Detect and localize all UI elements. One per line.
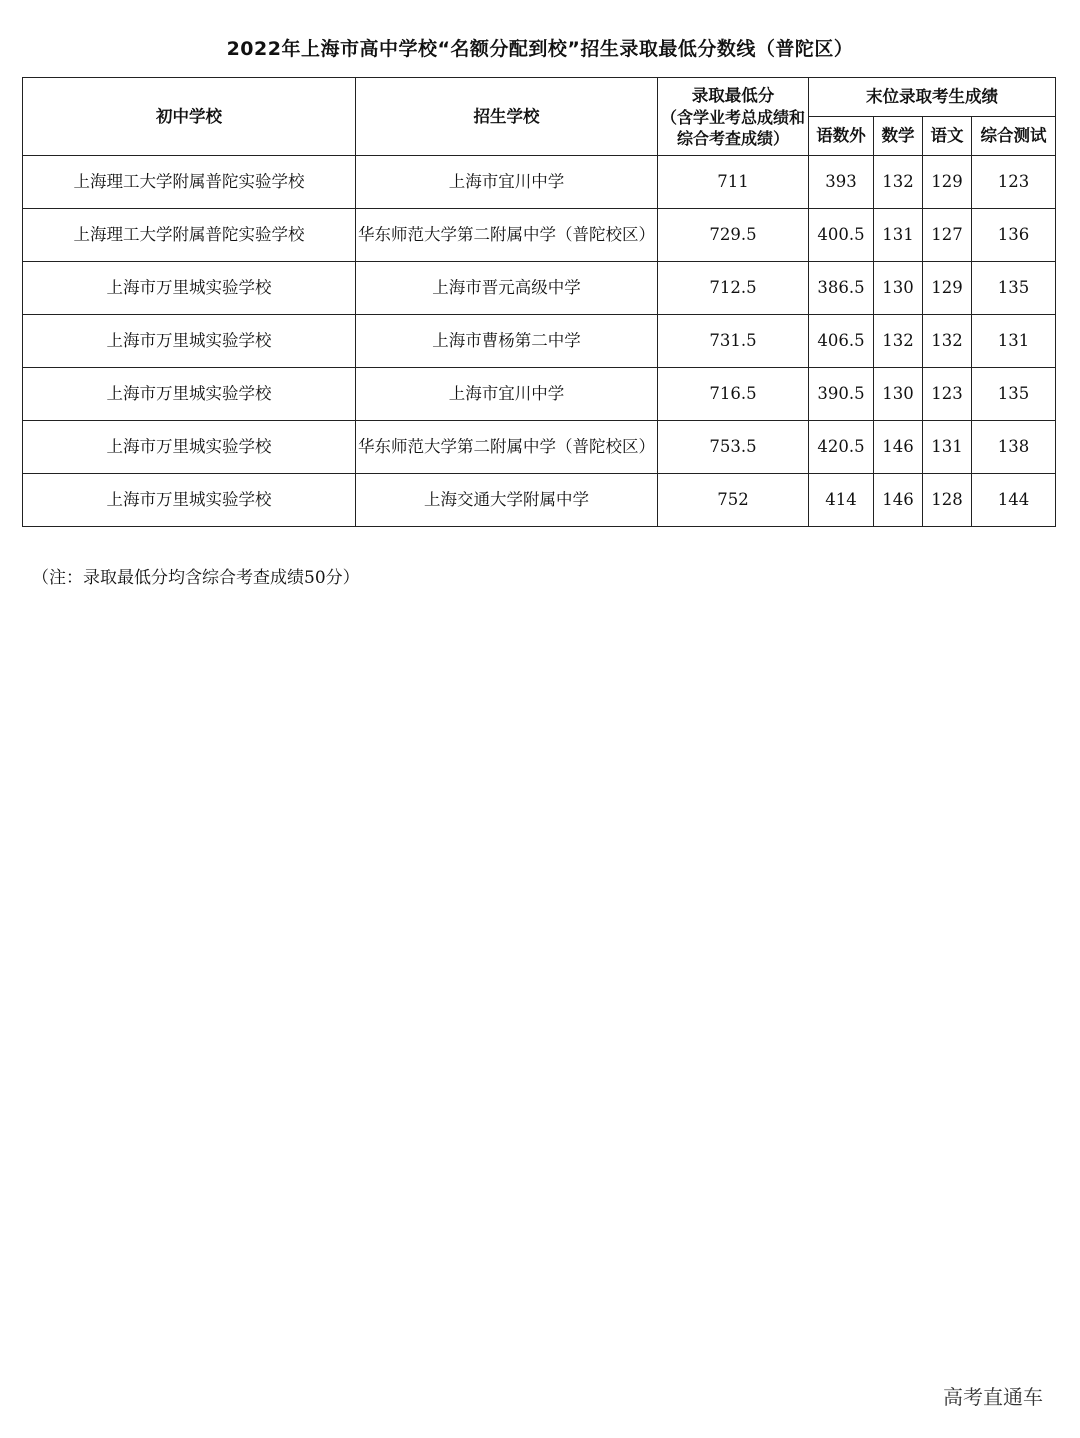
table-row (23, 209, 1056, 262)
cell-admitting-school: 上海市曹杨第二中学 (356, 315, 658, 368)
cell-comprehensive: 138 (972, 421, 1056, 474)
cell-chinese: 131 (923, 421, 972, 474)
table-row (23, 421, 1056, 474)
header-sub-comprehensive: 综合测试 (972, 117, 1056, 156)
cell-chinese: 128 (923, 474, 972, 527)
cell-ysw: 414 (809, 474, 874, 527)
cell-admitting-school: 上海市宜川中学 (356, 156, 658, 209)
header-sub-chinese: 语文 (923, 117, 972, 156)
cell-comprehensive: 136 (972, 209, 1056, 262)
cell-math: 131 (874, 209, 923, 262)
watermark: 高考直通车 (943, 1385, 1043, 1409)
cell-min-score: 753.5 (658, 421, 809, 474)
cell-admitting-school: 上海市宜川中学 (356, 368, 658, 421)
cell-min-score: 716.5 (658, 368, 809, 421)
table-row (23, 368, 1056, 421)
cell-math: 146 (874, 421, 923, 474)
cell-math: 132 (874, 156, 923, 209)
cell-min-score: 752 (658, 474, 809, 527)
cell-chinese: 123 (923, 368, 972, 421)
cell-ysw: 400.5 (809, 209, 874, 262)
cell-admitting-school: 华东师范大学第二附属中学（普陀校区） (356, 209, 658, 262)
cell-junior-school: 上海市万里城实验学校 (23, 368, 356, 421)
table-row (23, 262, 1056, 315)
header-junior-school: 初中学校 (23, 78, 356, 156)
header-min-score-line2: （含学业考总成绩和综合考查成绩） (660, 107, 805, 148)
cell-math: 132 (874, 315, 923, 368)
header-sub-ysw: 语数外 (809, 117, 874, 156)
header-admitting-school: 招生学校 (356, 78, 658, 156)
cell-math: 130 (874, 262, 923, 315)
cell-min-score: 711 (658, 156, 809, 209)
cell-admitting-school: 华东师范大学第二附属中学（普陀校区） (356, 421, 658, 474)
cell-comprehensive: 131 (972, 315, 1056, 368)
cell-junior-school: 上海理工大学附属普陀实验学校 (23, 156, 356, 209)
cell-comprehensive: 135 (972, 368, 1056, 421)
cell-junior-school: 上海理工大学附属普陀实验学校 (23, 209, 356, 262)
table-row (23, 315, 1056, 368)
table-row (23, 156, 1056, 209)
cell-comprehensive: 144 (972, 474, 1056, 527)
cell-min-score: 729.5 (658, 209, 809, 262)
header-last-admitted: 末位录取考生成绩 (809, 78, 1056, 117)
cell-ysw: 406.5 (809, 315, 874, 368)
header-min-score (658, 78, 809, 156)
cell-admitting-school: 上海市晋元高级中学 (356, 262, 658, 315)
cell-comprehensive: 123 (972, 156, 1056, 209)
score-table (22, 77, 1056, 527)
footnote: （注：录取最低分均含综合考查成绩50分） (32, 568, 360, 588)
cell-ysw: 390.5 (809, 368, 874, 421)
cell-admitting-school: 上海交通大学附属中学 (356, 474, 658, 527)
table-header (23, 78, 1056, 156)
cell-math: 146 (874, 474, 923, 527)
cell-comprehensive: 135 (972, 262, 1056, 315)
table-row (23, 474, 1056, 527)
cell-junior-school: 上海市万里城实验学校 (23, 262, 356, 315)
page-title: 2022年上海市高中学校“名额分配到校”招生录取最低分数线（普陀区） (226, 38, 854, 60)
table-body (23, 156, 1056, 527)
cell-math: 130 (874, 368, 923, 421)
cell-min-score: 712.5 (658, 262, 809, 315)
cell-junior-school: 上海市万里城实验学校 (23, 421, 356, 474)
cell-min-score: 731.5 (658, 315, 809, 368)
cell-chinese: 132 (923, 315, 972, 368)
header-sub-math: 数学 (874, 117, 923, 156)
cell-chinese: 127 (923, 209, 972, 262)
cell-chinese: 129 (923, 156, 972, 209)
cell-junior-school: 上海市万里城实验学校 (23, 315, 356, 368)
cell-ysw: 386.5 (809, 262, 874, 315)
cell-ysw: 420.5 (809, 421, 874, 474)
header-min-score-line1: 录取最低分 (691, 85, 775, 105)
cell-junior-school: 上海市万里城实验学校 (23, 474, 356, 527)
cell-chinese: 129 (923, 262, 972, 315)
cell-ysw: 393 (809, 156, 874, 209)
